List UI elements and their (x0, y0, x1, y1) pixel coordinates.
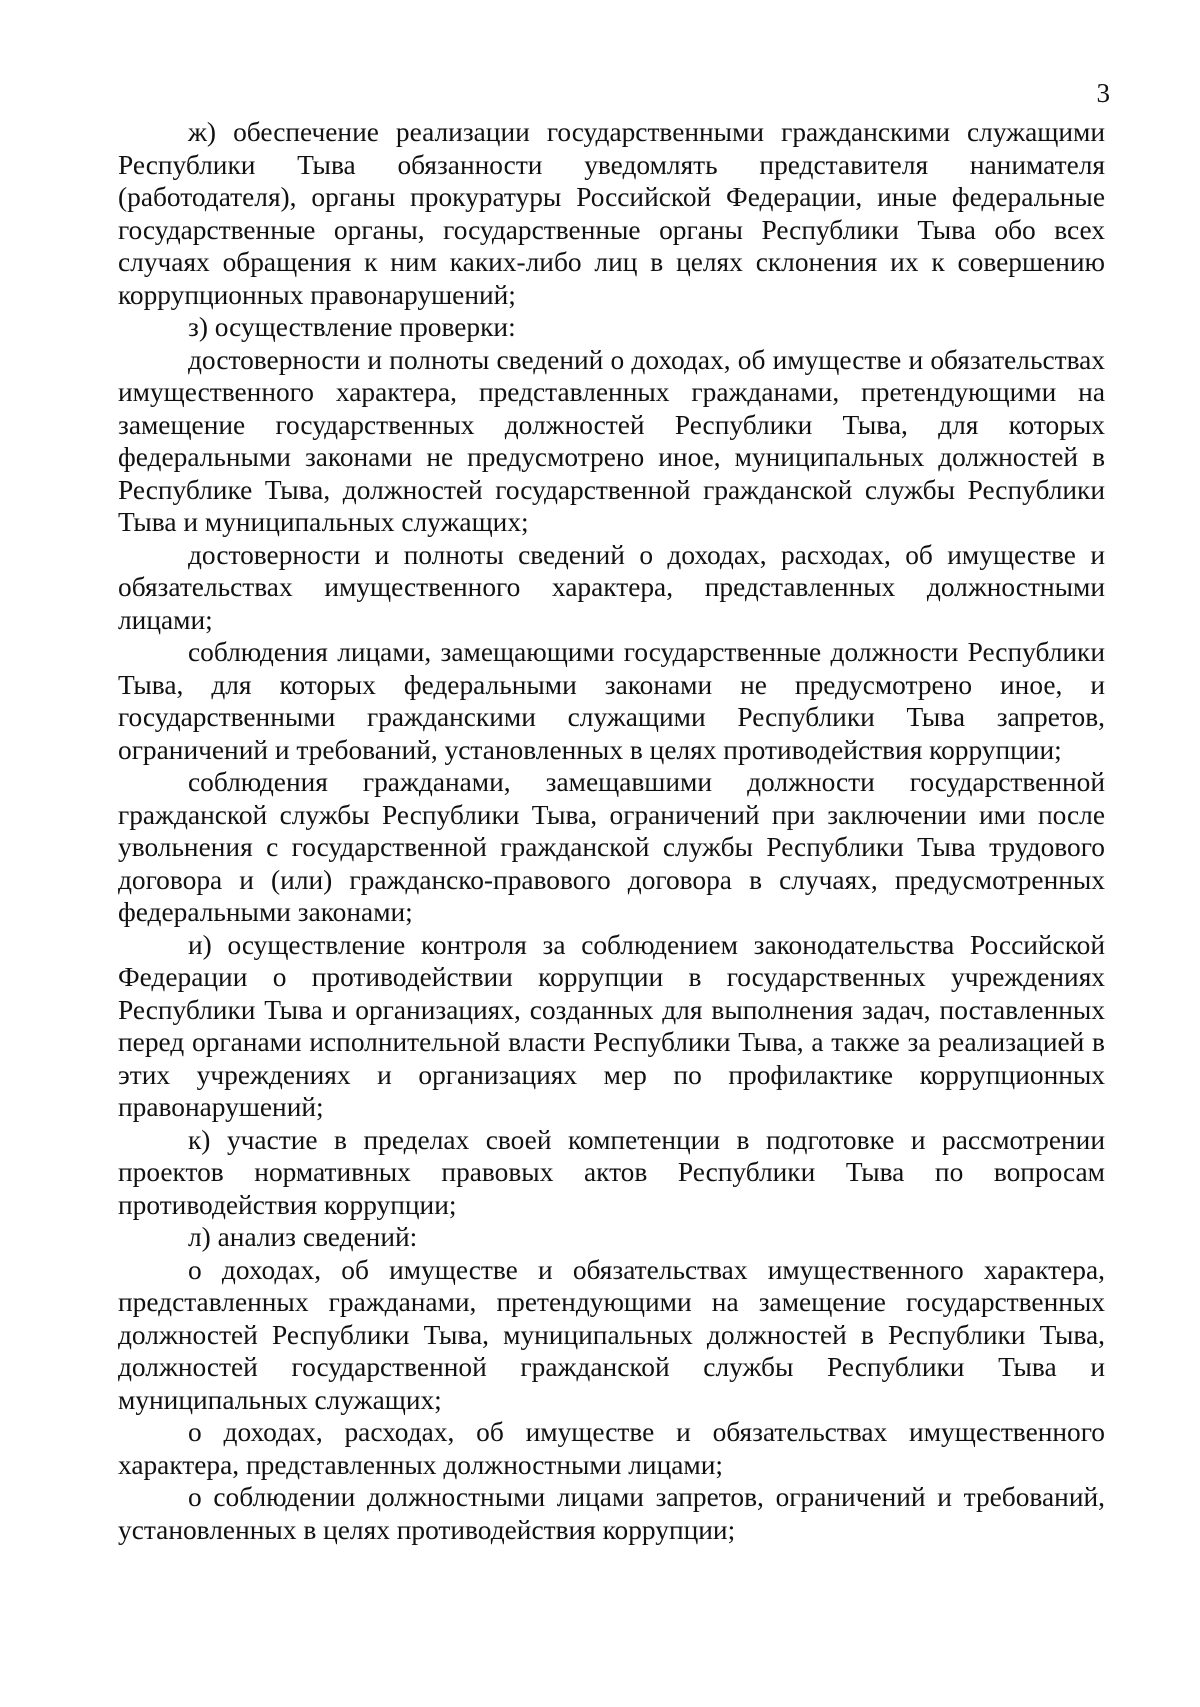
paragraph-analysis-compliance: о соблюдении должностными лицами запретов, ограничений и требований, установленных в целях противодействия коррупции; (118, 1482, 1105, 1545)
paragraph-analysis-candidates-income: о доходах, об имуществе и обязательствах имущественного характера, представленных гражданами, претендующими на замещение государственных должностей Республики Тыва, муниципальных должностей в Республики Тыва, должностей государственной гражданской службы Республики Тыва и муниципальных служащих; (118, 1254, 1105, 1415)
paragraph-l-analysis-heading: л) анализ сведений: (188, 1222, 418, 1252)
paragraph-i-control-institutions: и) осуществление контроля за соблюдением законодательства Российской Федерации о противодействии коррупции в государственных учреждениях Республики Тыва и организациях, созданных для выполнения задач, поставленных перед органами исполнительной власти Республики Тыва, а также за реализацией в этих учреждениях и организациях мер по профилактике коррупционных правонарушений; (118, 929, 1105, 1122)
paragraph-verification-candidates-income: достоверности и полноты сведений о доходах, об имуществе и обязательствах имущественного характера, представленных гражданами, претендующими на замещение государственных должностей Республики Тыва, для которых федеральными законами не предусмотрено иное, муниципальных должностей в Республике Тыва, должностей государственной гражданской службы Республики Тыва и муниципальных служащих; (118, 344, 1105, 537)
paragraph-compliance-former-servants: соблюдения гражданами, замещавшими должности государственной гражданской службы Республики Тыва, ограничений при заключении ими после увольнения с государственной гражданской службы Республики Тыва трудового договора и (или) гражданско-правового договора в случаях, предусмотренных федеральными законами; (118, 767, 1105, 927)
paragraph-z-verification-heading: з) осуществление проверки: (188, 312, 516, 342)
page-number: 3 (1096, 78, 1110, 108)
paragraph-verification-officials-income: достоверности и полноты сведений о доходах, расходах, об имуществе и обязательствах имущественного характера, представленных должностными лицами; (118, 539, 1105, 635)
document-body (118, 116, 1105, 1546)
paragraph-k-draft-acts: к) участие в пределах своей компетенции в подготовке и рассмотрении проектов нормативных правовых актов Республики Тыва по вопросам противодействия коррупции; (118, 1124, 1105, 1220)
paragraph-compliance-officeholders: соблюдения лицами, замещающими государственные должности Республики Тыва, для которых федеральными законами не предусмотрено иное, и государственными гражданскими служащими Республики Тыва запретов, ограничений и требований, установленных в целях противодействия коррупции; (118, 637, 1105, 765)
paragraph-analysis-officials-income: о доходах, расходах, об имуществе и обязательствах имущественного характера, представленных должностными лицами; (118, 1417, 1105, 1480)
paragraph-zh-notification-duty: ж) обеспечение реализации государственными гражданскими служащими Республики Тыва обязанности уведомлять представителя нанимателя (работодателя), органы прокуратуры Российской Федерации, иные федеральные государственные органы, государственные органы Республики Тыва обо всех случаях обращения к ним каких-либо лиц в целях склонения их к совершению коррупционных правонарушений; (118, 117, 1105, 310)
